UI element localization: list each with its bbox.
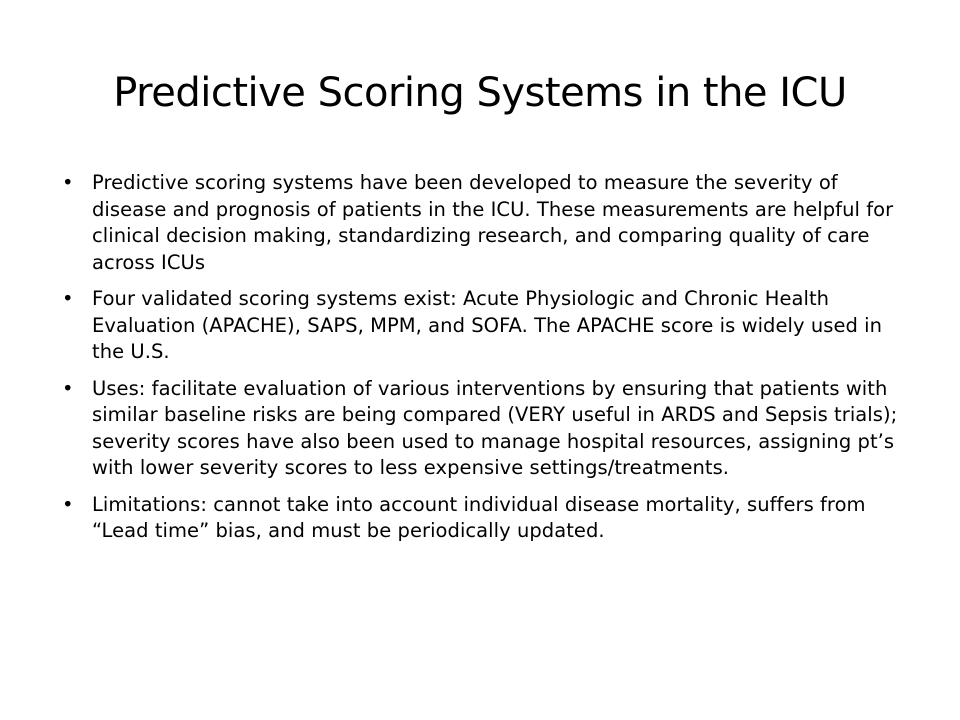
bullet-item [60,376,915,482]
bullet-list [60,170,915,555]
bullet-icon: • [62,171,74,194]
bullet-text: Uses: facilitate evaluation of various interventions by ensuring that patients with similar baseline risks are being compared (VERY useful in ARDS and Sepsis trials); severity scores have also been used to manage hospital resources, assigning pt’s with lower severity scores to less expensive settings/treatments. [92,376,898,479]
bullet-icon: • [62,492,74,516]
bullet-item [60,286,915,366]
bullet-item [60,170,915,276]
bullet-icon: • [62,287,74,310]
bullet-item [60,492,915,545]
bullet-text: Predictive scoring systems have been developed to measure the severity of disease and prognosis of patients in the ICU. These measurements are helpful for clinical decision making, standardizing research, and comparing quality of care across ICUs [92,171,894,274]
slide-title: Predictive Scoring Systems in the ICU [113,70,847,116]
bullet-text: Limitations: cannot take into account individual disease mortality, suffers from “Lead time” bias, and must be periodically updated. [92,492,866,542]
bullet-text: Four validated scoring systems exist: Acute Physiologic and Chronic Health Evaluation (APACHE), SAPS, MPM, and SOFA. The APACHE score is widely used in the U.S. [92,287,883,363]
bullet-icon: • [62,376,74,400]
